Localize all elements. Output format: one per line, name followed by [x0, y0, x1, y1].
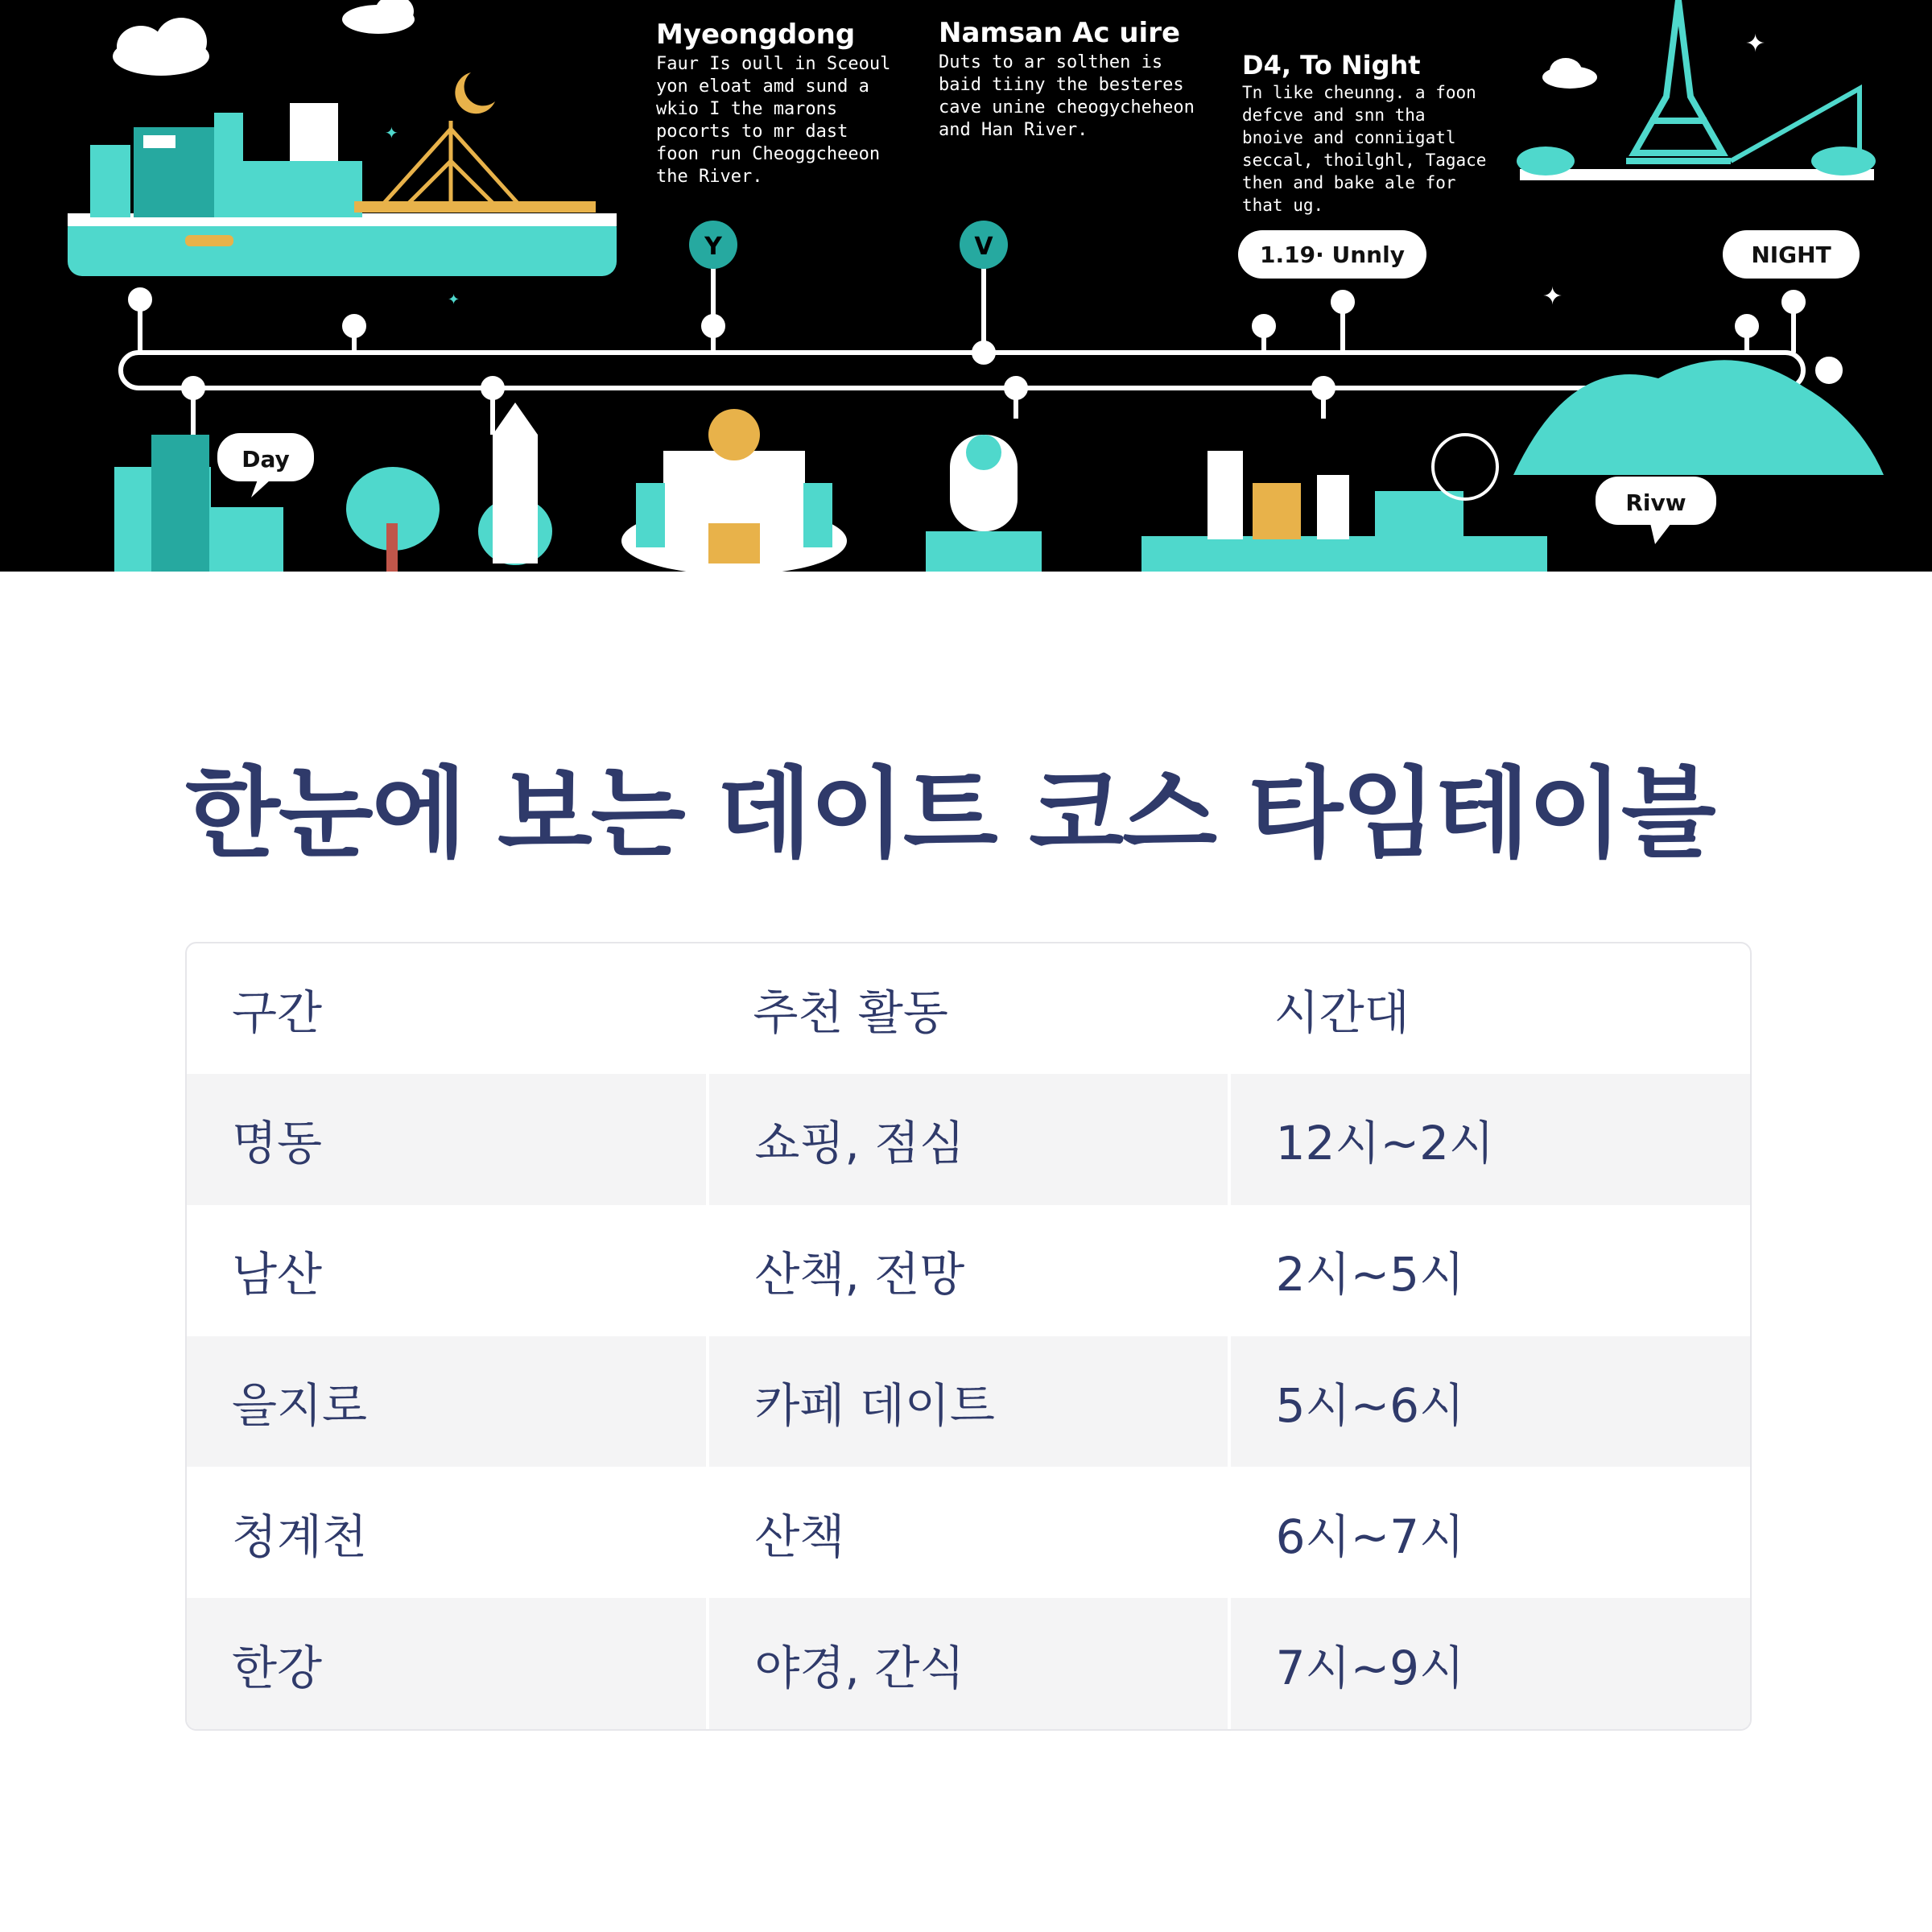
svg-text:cave unine cheogycheheon: cave unine cheogycheheon: [939, 97, 1195, 118]
svg-text:Y: Y: [704, 233, 722, 261]
moon-icon: [455, 72, 495, 114]
svg-text:pocorts to mr dast: pocorts to mr dast: [656, 122, 848, 142]
timetable: [185, 942, 1752, 1731]
night-pill: [1723, 230, 1860, 279]
svg-text:yon eloat amd sund a: yon eloat amd sund a: [656, 76, 869, 97]
night-title: D4, To Night: [1242, 50, 1421, 80]
table-cell-time: 2시~5시: [1229, 1205, 1750, 1336]
table-cell-section: 명동: [187, 1074, 708, 1205]
namsan-tower-building: [926, 435, 1042, 572]
content-section: [185, 757, 1750, 871]
table-cell-time: 7시~9시: [1229, 1598, 1750, 1729]
hero-illustration: [0, 0, 1932, 572]
timeline-track: [121, 353, 1803, 388]
svg-text:Faur Is oull in Sceoul: Faur Is oull in Sceoul: [656, 54, 891, 74]
table-cell-activity: 야경, 간식: [708, 1598, 1228, 1729]
table-cell-section: 남산: [232, 1247, 323, 1302]
table-cell-time: 6시~7시: [1229, 1467, 1750, 1598]
table-cell-section: 을지로: [187, 1336, 708, 1468]
marker-v-icon: [960, 221, 1008, 269]
table-row: [187, 1598, 1750, 1729]
marker-y-icon: [689, 221, 737, 269]
myeongdong-title: Myeongdong: [656, 19, 856, 51]
table-header-row: [187, 943, 1750, 1074]
table-row: [187, 1074, 1750, 1205]
time-pill: [1238, 230, 1426, 279]
svg-text:Tn like cheunng. a foon: Tn like cheunng. a foon: [1242, 83, 1476, 102]
tree-icon: [346, 402, 552, 572]
city-skyline-night: [1141, 435, 1547, 572]
svg-text:defcve and snn tha: defcve and snn tha: [1242, 105, 1426, 125]
myeongdong-body: [656, 54, 890, 187]
table-cell-activity: 쇼핑, 점심: [708, 1074, 1228, 1205]
table-cell-activity: 산책: [708, 1467, 1228, 1598]
seoul-timeline-illustration: [0, 0, 1932, 572]
table-cell-section: 청계천: [232, 1509, 368, 1564]
svg-text:baid tiiny the besteres: baid tiiny the besteres: [939, 75, 1184, 95]
svg-text:that ug.: that ug.: [1242, 196, 1324, 215]
tower-bridge-skyline: [1517, 0, 1876, 180]
svg-text:✦: ✦: [1542, 283, 1563, 311]
svg-text:Rivw: Rivw: [1625, 489, 1686, 516]
svg-text:wkio I the marons: wkio I the marons: [656, 99, 838, 119]
column-header-section: 구간: [232, 985, 323, 1040]
table-cell-time: 12시~2시: [1229, 1074, 1750, 1205]
svg-text:seccal, thoilghl, Tagace: seccal, thoilghl, Tagace: [1242, 151, 1487, 170]
svg-text:V: V: [974, 233, 993, 261]
table-row: [187, 1336, 1750, 1468]
column-header-time: 시간대: [1274, 985, 1410, 1040]
svg-text:Duts to ar solthen is: Duts to ar solthen is: [939, 52, 1163, 72]
myeongdong-skyline: [68, 103, 617, 276]
svg-text:the River.: the River.: [656, 167, 763, 187]
page-title: 한눈에 보는 데이트 코스 타임테이블: [185, 757, 1715, 871]
svg-text:NIGHT: NIGHT: [1751, 242, 1831, 268]
night-body: [1242, 83, 1486, 215]
namsan-body: [939, 52, 1195, 140]
svg-text:foon run Cheoggcheeon: foon run Cheoggcheeon: [656, 144, 881, 164]
svg-text:bnoive and conniigatl: bnoive and conniigatl: [1242, 128, 1456, 147]
table-cell-activity: 카페 데이트: [708, 1336, 1228, 1468]
namsan-title: Namsan Ac uire: [939, 17, 1181, 49]
svg-text:and Han River.: and Han River.: [939, 120, 1088, 140]
day-speech-bubble: [217, 433, 314, 497]
column-header-activity: 추천 활동: [753, 985, 948, 1040]
svg-text:✦: ✦: [385, 123, 398, 142]
svg-text:then and bake ale for: then and bake ale for: [1242, 173, 1456, 192]
table-row: [187, 1467, 1750, 1598]
svg-text:✦: ✦: [448, 291, 460, 308]
cathedral-building: [621, 409, 847, 572]
svg-text:Day: Day: [242, 446, 290, 473]
river-speech-bubble: [1596, 477, 1716, 544]
timetable-table: [187, 943, 1750, 1729]
svg-text:1.19· Unnly: 1.19· Unnly: [1260, 242, 1405, 268]
table-cell-section: 한강: [187, 1598, 708, 1729]
table-cell-activity: 산책, 전망: [708, 1205, 1228, 1336]
table-row: [187, 1205, 1750, 1336]
svg-text:✦: ✦: [1745, 30, 1766, 58]
table-cell-time: 5시~6시: [1229, 1336, 1750, 1468]
